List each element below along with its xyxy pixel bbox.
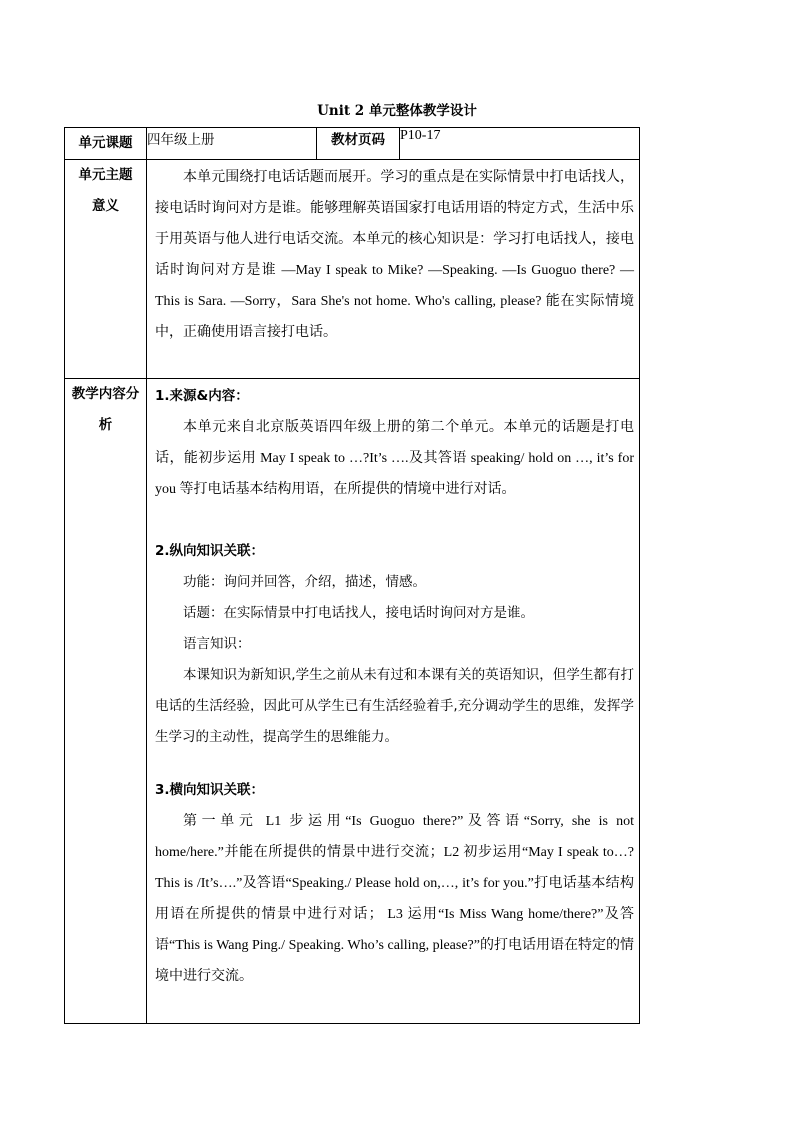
analysis-cell	[147, 379, 640, 1024]
section3-text: 第一单元 L1 步运用“Is Guoguo there?”及答语“Sorry, she is not home/here.”并能在所提供的情景中进行交流；L2 初步运用“May I speak to…?This is /It’s….”及答语“Speaking./ Please hold on,…, it’s for you.”打电话基本结构用语在所提供的情景中进行对话； L3 运用“Is Miss Wang home/there?”及答语“This is Wang Ping./ Speaking. Who’s calling, please?”的打电话用语在特定的情境中进行交流。	[155, 814, 634, 984]
section2-topic: 话题：在实际情景中打电话找人，接电话时询问对方是谁。	[183, 605, 534, 621]
analysis-row	[65, 379, 640, 1024]
section2-text: 本课知识为新知识,学生之前从未有过和本课有关的英语知识，但学生都有打电话的生活经验，因此可从学生已有生活经验着手,充分调动学生的思维，发挥学生学习的主动性，提高学生的思维能力。	[155, 667, 634, 745]
topic-label: 单元课题	[65, 128, 147, 160]
section1-text: 本单元来自北京版英语四年级上册的第二个单元。本单元的话题是打电话，能初步运用 May I speak to …?It’s ….及其答语 speaking/ hold on …, it’s for you 等打电话基本结构用语，在所提供的情境中进行对话。	[155, 420, 634, 497]
pages-value: P10-17	[400, 128, 640, 160]
document-title: Unit 2 单元整体教学设计	[317, 103, 477, 119]
unit-design-table	[64, 127, 640, 1024]
analysis-label: 教学内容分析	[65, 379, 147, 1024]
topic-value: 四年级上册	[147, 128, 317, 160]
section1-heading: 1.来源&内容：	[155, 388, 249, 404]
theme-text: 本单元围绕打电话话题而展开。学习的重点是在实际情景中打电话找人，接电话时询问对方是谁。能够理解英语国家打电话用语的特定方式，生活中乐于用英语与他人进行电话交流。本单元的核心知识是：学习打电话找人，接电话时询问对方是谁 —May I speak to Mike? —Speaking. —Is Guoguo there? —This is Sara. —Sorry，Sara She's not home. Who's calling, please? 能在实际情境中，正确使用语言接打电话。	[155, 170, 634, 340]
section2-heading: 2.纵向知识关联：	[155, 543, 265, 559]
theme-cell	[147, 160, 640, 379]
theme-row	[65, 160, 640, 379]
header-row	[65, 128, 640, 160]
section2-language: 语言知识：	[183, 636, 251, 652]
section2-function: 功能：询问并回答，介绍，描述，情感。	[183, 574, 426, 590]
section3-heading: 3.横向知识关联：	[155, 782, 265, 798]
pages-label: 教材页码	[317, 128, 400, 160]
theme-label: 单元主题意义	[65, 160, 147, 379]
